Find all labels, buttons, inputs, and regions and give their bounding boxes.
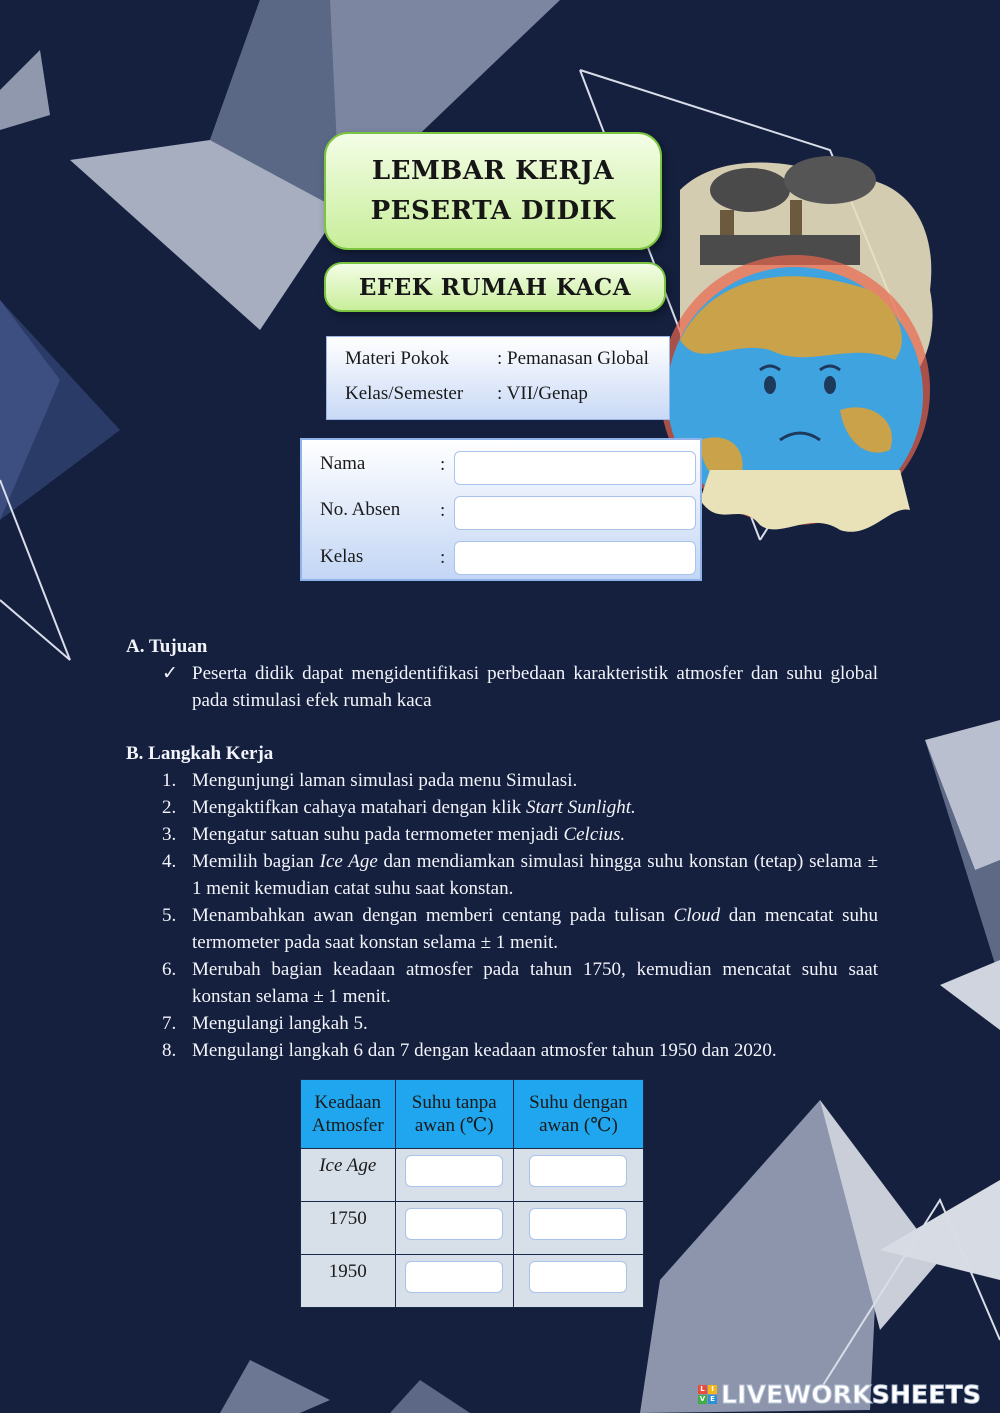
step-text-after: dan mencatat suhu termometer pada saat konstan selama ± 1 menit. [192,905,878,953]
table-cell [513,1202,643,1255]
no-absen-input[interactable] [454,496,696,530]
step-emphasis: Cloud [673,905,721,926]
kelas-input[interactable] [454,541,696,575]
kelas-label: Kelas [320,546,364,567]
step-number: 4. [162,851,177,872]
step-item [126,848,878,902]
suhu-tanpa-awan-input[interactable] [405,1261,503,1293]
nama-label: Nama [320,453,366,474]
col-header-dengan-awan: Suhu dengan awan (℃) [513,1080,643,1149]
step-emphasis: Celcius. [563,824,626,845]
step-text: Merubah bagian keadaan atmosfer pada tahun 1750, kemudian mencatat suhu saat konstan selama ± 1 menit. [192,959,878,1007]
suhu-tanpa-awan-input[interactable] [405,1208,503,1240]
table-header-row [301,1080,644,1149]
liveworksheets-logo-icon [698,1385,717,1404]
info-row-materi [345,348,649,370]
nama-input[interactable] [454,451,696,485]
step-number: 6. [162,959,177,980]
table-cell [513,1149,643,1202]
table-row [301,1202,644,1255]
table-row [301,1149,644,1202]
table-cell [395,1255,513,1308]
section-langkah-kerja [126,740,878,1064]
step-item [126,767,878,794]
step-number: 8. [162,1040,177,1061]
step-number: 3. [162,824,177,845]
steps-list [126,767,878,1064]
suhu-tanpa-awan-input[interactable] [405,1155,503,1187]
step-item [126,956,878,1010]
table-cell [513,1255,643,1308]
logo-letter: E [708,1395,717,1404]
step-text: Mengaktifkan cahaya matahari dengan klik [192,797,526,818]
student-identity-box [300,438,702,581]
table-row [301,1255,644,1308]
kelas-semester-value: : VII/Genap [497,383,588,404]
row-label [301,1149,396,1202]
worksheet-title-line1: LEMBAR KERJA [371,156,615,186]
materi-value: : Pemanasan Global [497,348,649,369]
suhu-dengan-awan-input[interactable] [529,1155,627,1187]
suhu-dengan-awan-input[interactable] [529,1261,627,1293]
step-number: 7. [162,1013,177,1034]
tujuan-item: Peserta didik dapat mengidentifikasi perbedaan karakteristik atmosfer dan suhu global pada stimulasi efek rumah kaca [192,663,878,711]
materi-label: Materi Pokok [345,348,449,369]
kelas-colon: : [440,547,446,568]
logo-letter: V [699,1394,706,1403]
observation-table [300,1079,644,1308]
step-text: Mengatur satuan suhu pada termometer menjadi [192,824,564,845]
step-item [126,1037,878,1064]
step-item [126,902,878,956]
table-cell [395,1202,513,1255]
row-label: 1750 [301,1202,396,1255]
step-text: Mengulangi langkah 5. [192,1013,368,1034]
step-text-after: dan mendiamkan simulasi hingga suhu konstan (tetap) selama ± 1 menit kemudian catat suhu saat konstan. [192,851,879,899]
step-item [126,821,878,848]
step-item [126,794,878,821]
no-absen-label: No. Absen [320,499,401,520]
step-text: Mengunjungi laman simulasi pada menu Simulasi. [192,770,578,791]
worksheet-subtitle: EFEK RUMAH KACA [358,273,632,301]
step-emphasis: Ice Age [319,851,378,872]
section-tujuan [126,633,878,713]
logo-letter: L [698,1385,707,1394]
step-text: Menambahkan awan dengan memberi centang pada tulisan [192,905,674,926]
step-number: 2. [162,797,177,818]
section-a-heading: A. Tujuan [126,636,208,657]
worksheet-title-box [324,132,662,250]
logo-letter: I [708,1385,717,1394]
col-header-tanpa-awan: Suhu tanpa awan (℃) [395,1080,513,1149]
row-label-text: Ice Age [319,1155,377,1176]
no-absen-colon: : [440,500,446,521]
step-emphasis: Start Sunlight. [525,797,636,818]
suhu-dengan-awan-input[interactable] [529,1208,627,1240]
liveworksheets-logo [698,1380,981,1408]
col-header-atmosfer: Keadaan Atmosfer [301,1080,396,1149]
liveworksheets-logo-text: LIVEWORKSHEETS [721,1379,982,1409]
step-text: Memilih bagian [192,851,320,872]
section-b-heading: B. Langkah Kerja [126,743,274,764]
info-row-kelas [345,383,588,405]
step-number: 1. [162,770,177,791]
table-cell [395,1149,513,1202]
step-number: 5. [162,905,177,926]
worksheet-subtitle-box [324,262,666,312]
check-icon: ✓ [162,663,178,684]
step-item [126,1010,878,1037]
kelas-semester-label: Kelas/Semester [345,383,464,404]
lesson-info-box [326,336,670,420]
worksheet-title-line2: PESERTA DIDIK [370,196,616,226]
nama-colon: : [440,454,446,475]
row-label: 1950 [301,1255,396,1308]
step-text: Mengulangi langkah 6 dan 7 dengan keadaan atmosfer tahun 1950 dan 2020. [192,1040,777,1061]
